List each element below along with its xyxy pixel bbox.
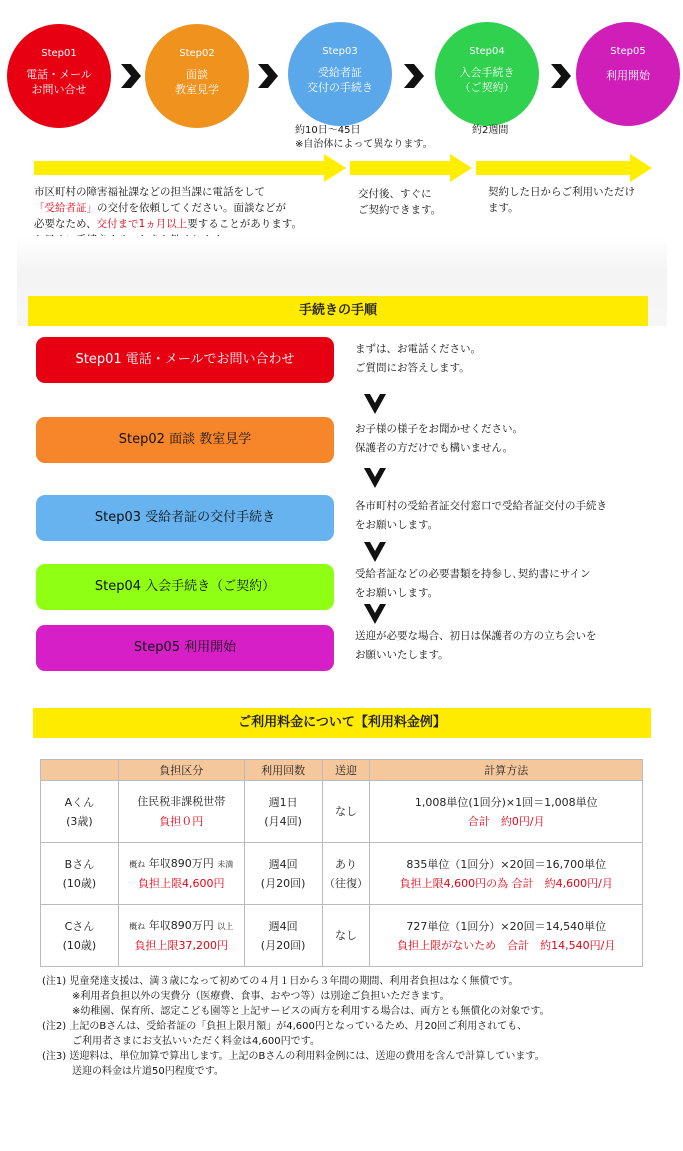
- procedure-step03-pill: Step03 受給者証の交付手続き: [36, 495, 334, 541]
- chevron-down-icon: [364, 542, 386, 562]
- step05-circle: [576, 22, 680, 126]
- timeline-arrow-2: [350, 154, 472, 182]
- timeline-desc-3: [488, 184, 635, 216]
- procedure-step04-line1: 受給者証などの必要書類を持参し､契約書にサイン: [355, 568, 591, 580]
- step04-circle: [435, 22, 539, 126]
- procedure-step02-line2: 保護者の方だけでも構いません。: [355, 442, 514, 454]
- procedure-step04-line2: をお願いします。: [355, 587, 439, 599]
- procedure-step04-pill: Step04 入会手続き（ご契約）: [36, 564, 334, 610]
- chevron-down-icon: [364, 604, 386, 624]
- step02-text: 面談 教室見学: [175, 68, 219, 96]
- procedure-step02-pill: Step02 面談 教室見学: [36, 417, 334, 463]
- procedure-step04-text: [355, 565, 591, 603]
- row-b-calc: 835単位（1回分）×20回＝16,700単位 負担上限4,600円の為 合計 約4,600円/月: [370, 843, 643, 905]
- step04-label: Step04: [469, 46, 505, 57]
- table-row: [41, 781, 643, 843]
- fees-header-category: 負担区分: [118, 760, 244, 781]
- procedure-step03-line1: 各市町村の受給者証交付窓口で受給者証交付の手続き: [355, 500, 607, 512]
- table-row: [41, 905, 643, 967]
- fees-title: ご利用料金について【利用料金例】: [33, 708, 651, 738]
- table-row: [41, 843, 643, 905]
- chevron-down-icon: [364, 468, 386, 488]
- row-b-category: 概ね 年収890万円 未満 負担上限4,600円: [118, 843, 244, 905]
- note-1-sub2: ※幼稚園、保育所、認定こども園等と上記サービスの両方を利用する場合は、両方とも無償化の対象です。: [72, 1006, 550, 1017]
- row-b-pickup: あり （往復）: [322, 843, 370, 905]
- row-a-calc: 1,008単位(1回分)×1回＝1,008単位 合計 約0円/月: [370, 781, 643, 843]
- procedure-step01-line1: まずは、お電話ください。: [355, 343, 481, 355]
- row-a-usage: 週1日 (月4回): [244, 781, 322, 843]
- step01-circle: [7, 24, 111, 128]
- row-a-name: Aくん (3歳): [41, 781, 119, 843]
- desc1-line3-pre: 必要なため、: [34, 218, 97, 230]
- fees-header-usage: 利用回数: [244, 760, 322, 781]
- fees-table: [40, 759, 643, 967]
- step04-text: 入会手続き （ご契約）: [459, 66, 515, 94]
- row-c-name: Cさん (10歳): [41, 905, 119, 967]
- desc1-red2: 交付まで1ヵ月以上: [96, 218, 188, 230]
- row-a-category: 住民税非課税世帯 負担０円: [118, 781, 244, 843]
- row-c-category: 概ね 年収890万円 以上 負担上限37,200円: [118, 905, 244, 967]
- note-1: (注1) 児童発達支援は、満３歳になって初めての４月１日から３年間の期間、利用者負担はなく無償です。: [42, 976, 519, 987]
- chevron-right-icon: [402, 64, 424, 88]
- row-c-usage: 週4回 (月20回): [244, 905, 322, 967]
- note-2-sub: ご利用者さまにお支払いいただく料金は4,600円です。: [72, 1036, 320, 1047]
- desc3-line2: ます。: [488, 202, 519, 214]
- row-b-usage: 週4回 (月20回): [244, 843, 322, 905]
- step03-circle: [288, 22, 392, 126]
- desc1-red1: 「受給者証」: [34, 202, 97, 214]
- step03-text: 受給者証 交付の手続き: [307, 66, 373, 94]
- fees-header-calc: 計算方法: [370, 760, 643, 781]
- desc2-line2: ご契約できます。: [358, 204, 442, 216]
- step02-label: Step02: [179, 48, 215, 59]
- procedure-step01-text: [355, 340, 481, 378]
- fees-header-pickup: 送迎: [322, 760, 370, 781]
- procedure-step05-line1: 送迎が必要な場合、初日は保護者の方の立ち会いを: [355, 630, 597, 642]
- procedure-step05-line2: お願いいたします。: [355, 649, 449, 661]
- step02-circle: [145, 24, 249, 128]
- step05-text: 利用開始: [606, 69, 650, 82]
- row-c-calc: 727単位（1回分）×20回＝14,540単位 負担上限がないため 合計 約14,540円/月: [370, 905, 643, 967]
- fees-header-row: [41, 760, 643, 781]
- procedure-step05-pill: Step05 利用開始: [36, 625, 334, 671]
- row-a-pickup: なし: [322, 781, 370, 843]
- note-3: (注3) 送迎料は、単位加算で算出します。上記のBさんの利用料金例には、送迎の費用を含んで計算しています。: [42, 1051, 545, 1062]
- timeline-desc-2: [358, 186, 441, 218]
- chevron-down-icon: [364, 394, 386, 414]
- procedure-step02-line1: お子様の様子をお聞かせください。: [355, 423, 523, 435]
- fees-header-name: [41, 760, 119, 781]
- desc3-line1: 契約した日からご利用いただけ: [488, 186, 635, 198]
- desc1-line1: 市区町村の障害福祉課などの担当課に電話をして: [34, 186, 265, 198]
- procedure-step01-line2: ご質問にお答えします。: [355, 362, 470, 374]
- fees-notes: [42, 974, 550, 1079]
- chevron-right-icon: [549, 64, 571, 88]
- procedure-step01-pill: Step01 電話・メールでお問い合わせ: [36, 337, 334, 383]
- desc2-line1: 交付後、すぐに: [358, 188, 432, 200]
- step05-label: Step05: [610, 46, 646, 57]
- procedure-step02-text: [355, 420, 523, 458]
- row-b-name: Bさん (10歳): [41, 843, 119, 905]
- chevron-right-icon: [256, 64, 278, 88]
- procedure-step03-text: [355, 497, 607, 535]
- procedure-title: 手続きの手順: [28, 296, 648, 326]
- desc1-line3-post: 要することがあります。: [187, 218, 302, 230]
- timeline-arrow-1: [34, 154, 346, 182]
- note-3-sub: 送迎の料金は片道50円程度です。: [72, 1066, 224, 1077]
- procedure-step05-text: [355, 627, 597, 665]
- note-1-sub1: ※利用者負担以外の実費分（医療費、食事、おやつ等）は別途ご負担いただきます。: [72, 991, 450, 1002]
- row-c-pickup: なし: [322, 905, 370, 967]
- chevron-right-icon: [119, 64, 141, 88]
- timeline-arrow-3: [476, 154, 652, 182]
- duration-step04: 約2週間: [472, 125, 509, 136]
- step01-text: 電話・メール お問い合せ: [26, 68, 92, 96]
- procedure-step03-line2: をお願いします。: [355, 519, 439, 531]
- step03-label: Step03: [322, 46, 358, 57]
- note-2: (注2) 上記のBさんは、受給者証の「負担上限月額」が4,600円となっているため、月20回ご利用されても、: [42, 1021, 528, 1032]
- duration-step03: 約10日～45日 ※自治体によって異なります。: [295, 125, 433, 150]
- step01-label: Step01: [41, 48, 77, 59]
- desc1-line2: の交付を依頼してください。面談などが: [97, 202, 286, 214]
